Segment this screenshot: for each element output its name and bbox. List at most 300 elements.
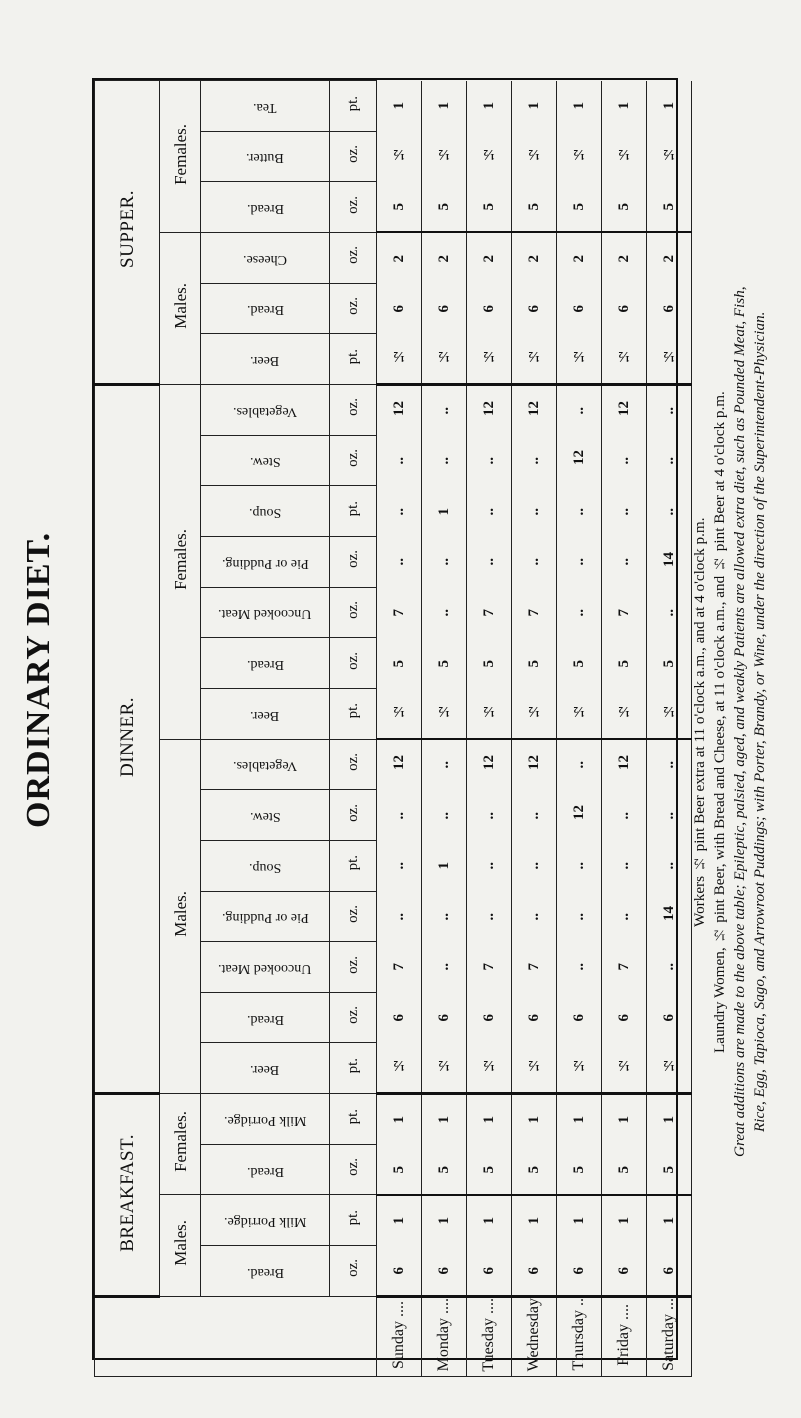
value-cell: [647, 1043, 692, 1094]
value-label: ..: [390, 912, 407, 921]
value-label: ..: [525, 912, 542, 921]
value-label: ..: [435, 558, 452, 566]
value-label: ..: [525, 456, 542, 465]
value-cell: [422, 81, 467, 132]
value-cell: [467, 232, 512, 283]
value-label: 6: [615, 304, 632, 313]
value-cell: [647, 131, 692, 182]
value-cell: [602, 1144, 647, 1195]
corner-cell: [95, 1296, 377, 1377]
value-label: 6: [525, 1266, 542, 1275]
value-cell: [602, 232, 647, 283]
value-label: ..: [525, 862, 542, 870]
value-cell: [422, 131, 467, 182]
unit-cell: [330, 790, 377, 841]
value-label: ..: [435, 456, 452, 465]
value-label: ½: [660, 145, 677, 162]
value-label: ..: [615, 456, 632, 465]
value-cell: [647, 942, 692, 993]
value-label: 6: [435, 304, 452, 313]
unit-cell: [330, 384, 377, 435]
value-cell: [377, 486, 422, 537]
meal-header: [95, 81, 160, 385]
value-label: 6: [570, 304, 587, 313]
column-name-label: Tea.: [253, 99, 277, 115]
value-label: ½: [525, 347, 542, 364]
value-cell: [422, 790, 467, 841]
value-cell: [557, 1246, 602, 1297]
value-cell: [557, 1195, 602, 1246]
value-cell: [557, 435, 602, 486]
unit-cell: [330, 688, 377, 739]
value-cell: [512, 587, 557, 638]
value-label: ..: [615, 507, 632, 516]
value-cell: [602, 891, 647, 942]
table-row: [95, 384, 692, 435]
value-cell: [512, 840, 557, 891]
value-cell: [647, 739, 692, 790]
value-label: ..: [480, 507, 497, 516]
day-header: [647, 1296, 692, 1377]
value-cell: [557, 1043, 602, 1094]
value-label: 6: [570, 1014, 587, 1022]
unit-label: oz.: [344, 550, 361, 569]
unit-label: pt.: [344, 855, 361, 871]
value-label: 6: [660, 1266, 677, 1275]
page-title: ORDINARY DIET.: [20, 531, 57, 829]
column-name: [201, 587, 330, 638]
sex-header: [160, 384, 201, 739]
value-cell: [557, 334, 602, 385]
unit-cell: [330, 1043, 377, 1094]
value-label: ..: [435, 811, 452, 820]
value-cell: [377, 232, 422, 283]
value-cell: [422, 992, 467, 1043]
unit-label: oz.: [344, 803, 361, 822]
unit-cell: [330, 232, 377, 283]
column-name: [201, 790, 330, 841]
footer-line-laundry: Laundry Women, ½ pint Beer, with Bread and Cheese, at 11 o'clock a.m., and ½ pint Beer at 4 o'clock p.m.: [711, 391, 728, 1053]
column-name-label: Pie or Pudding.: [221, 910, 309, 926]
value-cell: [467, 891, 512, 942]
value-label: ..: [525, 558, 542, 566]
unit-cell: [330, 283, 377, 334]
value-cell: [602, 739, 647, 790]
value-label: 1: [435, 507, 452, 516]
value-cell: [422, 334, 467, 385]
value-label: 1: [660, 102, 677, 110]
value-cell: [602, 283, 647, 334]
value-cell: [512, 992, 557, 1043]
day-label: Thursday ..: [570, 1298, 587, 1371]
value-label: 6: [615, 1014, 632, 1022]
unit-cell: [330, 486, 377, 537]
column-name: [201, 486, 330, 537]
value-label: 7: [480, 963, 497, 971]
value-cell: [557, 81, 602, 132]
value-cell: [647, 1246, 692, 1297]
sex-label: Females.: [170, 123, 190, 185]
sex-label: Males.: [170, 283, 190, 329]
value-cell: [377, 536, 422, 587]
value-label: 1: [525, 102, 542, 110]
column-name-label: Pie or Pudding.: [221, 555, 309, 571]
value-label: ..: [660, 862, 677, 870]
value-cell: [467, 435, 512, 486]
value-cell: [467, 486, 512, 537]
unit-cell: [330, 1144, 377, 1195]
sex-label: Females.: [170, 1111, 190, 1173]
value-label: 1: [660, 1116, 677, 1124]
column-name: [201, 1195, 330, 1246]
value-cell: [422, 942, 467, 993]
value-cell: [647, 688, 692, 739]
value-label: ..: [525, 507, 542, 516]
sex-label: Females.: [170, 528, 190, 590]
value-cell: [557, 384, 602, 435]
column-name: [201, 891, 330, 942]
unit-label: oz.: [344, 195, 361, 214]
value-cell: [467, 1094, 512, 1145]
value-label: 7: [615, 963, 632, 971]
value-cell: [377, 942, 422, 993]
value-cell: [647, 1195, 692, 1246]
value-cell: [512, 1144, 557, 1195]
day-header: [602, 1296, 647, 1377]
footer-line-puddings: Rice, Egg, Tapioca, Sago, and Arrowroot Puddings; with Porter, Brandy, or Wine, under the direction of the Superintendent-Physician.: [751, 311, 768, 1133]
value-label: 6: [615, 1266, 632, 1275]
value-label: 6: [525, 304, 542, 313]
value-cell: [377, 81, 422, 132]
value-label: 1: [615, 1116, 632, 1124]
value-label: ..: [390, 811, 407, 820]
value-cell: [602, 942, 647, 993]
value-label: ½: [525, 1057, 542, 1074]
value-label: 5: [525, 1165, 542, 1174]
value-label: ..: [660, 407, 677, 415]
value-label: ½: [570, 347, 587, 364]
value-label: ½: [615, 347, 632, 364]
value-label: 1: [525, 1116, 542, 1124]
value-cell: [557, 283, 602, 334]
value-label: 6: [390, 304, 407, 313]
value-cell: [467, 1246, 512, 1297]
value-cell: [602, 1195, 647, 1246]
value-label: ½: [570, 1057, 587, 1074]
value-label: 1: [570, 1217, 587, 1225]
unit-label: oz.: [344, 1006, 361, 1025]
value-label: 5: [390, 659, 407, 668]
value-cell: [422, 232, 467, 283]
value-label: 2: [615, 254, 632, 263]
value-cell: [467, 81, 512, 132]
value-cell: [467, 587, 512, 638]
column-name: [201, 1144, 330, 1195]
value-cell: [512, 942, 557, 993]
value-cell: [377, 283, 422, 334]
unit-cell: [330, 587, 377, 638]
value-cell: [647, 334, 692, 385]
column-name-label: Bread.: [246, 1163, 284, 1179]
value-cell: [512, 435, 557, 486]
value-cell: [647, 486, 692, 537]
value-cell: [557, 942, 602, 993]
column-name-label: Bread.: [246, 1011, 284, 1027]
value-label: 5: [390, 203, 407, 211]
value-label: ..: [570, 608, 587, 617]
value-cell: [512, 131, 557, 182]
value-cell: [422, 891, 467, 942]
value-label: 12: [480, 400, 497, 416]
value-label: 14: [660, 906, 677, 922]
value-label: ½: [480, 347, 497, 364]
value-label: 1: [480, 1217, 497, 1225]
value-cell: [602, 384, 647, 435]
value-cell: [557, 688, 602, 739]
value-label: ½: [435, 1057, 452, 1074]
value-label: 1: [480, 1116, 497, 1124]
unit-label: oz.: [344, 1158, 361, 1177]
value-cell: [557, 1144, 602, 1195]
value-label: ..: [480, 456, 497, 465]
table-row: [95, 81, 692, 132]
unit-label: oz.: [344, 955, 361, 974]
value-label: ..: [615, 862, 632, 870]
value-cell: [512, 790, 557, 841]
value-label: 5: [660, 659, 677, 668]
table-row: [95, 1195, 692, 1246]
value-label: ..: [615, 811, 632, 820]
column-name-label: Stew.: [249, 809, 281, 825]
value-label: ..: [390, 507, 407, 516]
value-cell: [467, 182, 512, 233]
value-cell: [377, 1246, 422, 1297]
value-cell: [377, 1094, 422, 1145]
value-label: ..: [390, 862, 407, 870]
value-cell: [647, 1094, 692, 1145]
unit-cell: [330, 182, 377, 233]
value-label: ..: [660, 963, 677, 971]
value-label: ..: [435, 608, 452, 617]
value-cell: [422, 587, 467, 638]
column-name-label: Vegetables.: [232, 758, 298, 774]
value-cell: [512, 486, 557, 537]
column-name-label: Bread.: [246, 302, 284, 318]
value-cell: [467, 638, 512, 689]
sex-header: [160, 232, 201, 384]
value-cell: [377, 840, 422, 891]
meal-label: DINNER.: [116, 696, 138, 777]
column-name-label: Beer.: [250, 353, 280, 369]
meal-header: [95, 384, 160, 1093]
value-label: 5: [435, 1165, 452, 1174]
sex-header: [160, 1195, 201, 1296]
value-label: 1: [615, 1217, 632, 1225]
value-cell: [422, 1195, 467, 1246]
value-label: 1: [435, 102, 452, 110]
value-label: 5: [435, 659, 452, 668]
day-label: Sunday ....: [390, 1300, 407, 1369]
column-name-label: Cheese.: [243, 251, 287, 267]
unit-label: oz.: [344, 1259, 361, 1278]
value-label: 5: [435, 203, 452, 211]
unit-label: pt.: [344, 1108, 361, 1125]
value-cell: [467, 536, 512, 587]
day-header: [512, 1296, 557, 1377]
diet-table: [92, 78, 678, 1372]
footer-line-additions: Great additions are made to the above table; Epileptic, palsied, aged, and weakly Patients are allowed extra diet, such as Pounded Meat, Fish,: [731, 286, 748, 1158]
value-label: 7: [390, 963, 407, 971]
value-label: ..: [480, 558, 497, 566]
value-cell: [512, 688, 557, 739]
value-label: 5: [615, 659, 632, 668]
column-name: [201, 942, 330, 993]
value-cell: [557, 1094, 602, 1145]
value-cell: [557, 638, 602, 689]
value-cell: [602, 992, 647, 1043]
value-label: 2: [435, 254, 452, 263]
value-label: ..: [480, 811, 497, 820]
value-cell: [467, 384, 512, 435]
value-label: 12: [390, 400, 407, 416]
value-label: 1: [390, 1116, 407, 1124]
value-cell: [422, 1246, 467, 1297]
value-label: 6: [390, 1014, 407, 1022]
value-cell: [377, 790, 422, 841]
value-cell: [467, 942, 512, 993]
value-label: 12: [570, 805, 587, 821]
value-cell: [422, 536, 467, 587]
value-label: 14: [660, 551, 677, 567]
value-cell: [602, 1094, 647, 1145]
unit-label: oz.: [344, 752, 361, 771]
unit-label: pt.: [344, 500, 361, 517]
value-label: 2: [390, 254, 407, 263]
value-cell: [602, 435, 647, 486]
column-name: [201, 81, 330, 132]
value-cell: [467, 131, 512, 182]
column-name: [201, 334, 330, 385]
value-cell: [512, 1246, 557, 1297]
value-label: ..: [435, 407, 452, 415]
value-cell: [647, 384, 692, 435]
column-name: [201, 283, 330, 334]
value-label: ½: [390, 702, 407, 719]
day-label: Friday ....: [615, 1303, 632, 1366]
day-header-row: [95, 1296, 692, 1377]
value-label: 5: [480, 1165, 497, 1174]
value-cell: [512, 638, 557, 689]
value-cell: [377, 384, 422, 435]
value-cell: [647, 283, 692, 334]
value-label: ..: [390, 558, 407, 566]
value-label: 5: [570, 1165, 587, 1174]
value-cell: [557, 182, 602, 233]
unit-label: pt.: [344, 1058, 361, 1074]
value-cell: [422, 840, 467, 891]
value-cell: [377, 891, 422, 942]
value-label: ..: [615, 558, 632, 566]
unit-cell: [330, 1246, 377, 1297]
unit-cell: [330, 81, 377, 132]
column-name-label: Bread.: [246, 201, 284, 217]
value-cell: [557, 232, 602, 283]
value-cell: [557, 486, 602, 537]
unit-cell: [330, 840, 377, 891]
day-label: Monday ....: [435, 1297, 452, 1372]
sex-header: [160, 739, 201, 1094]
value-label: 1: [435, 862, 452, 870]
value-label: ..: [570, 963, 587, 971]
value-cell: [557, 992, 602, 1043]
column-name: [201, 435, 330, 486]
value-cell: [422, 739, 467, 790]
value-label: 5: [480, 203, 497, 211]
value-cell: [602, 790, 647, 841]
value-cell: [467, 1043, 512, 1094]
day-label: Tuesday ....: [480, 1297, 497, 1372]
sex-label: Males.: [170, 890, 190, 937]
unit-cell: [330, 435, 377, 486]
value-cell: [557, 840, 602, 891]
value-cell: [377, 638, 422, 689]
column-name: [201, 131, 330, 182]
value-cell: [377, 334, 422, 385]
value-label: ..: [570, 407, 587, 415]
column-name: [201, 182, 330, 233]
value-label: 12: [525, 754, 542, 770]
unit-cell: [330, 739, 377, 790]
value-label: 1: [390, 1217, 407, 1225]
value-label: 5: [660, 1165, 677, 1174]
value-cell: [422, 638, 467, 689]
value-label: ½: [480, 1057, 497, 1074]
value-label: ½: [525, 702, 542, 719]
value-label: 6: [435, 1266, 452, 1275]
value-cell: [512, 232, 557, 283]
meal-label: SUPPER.: [116, 190, 138, 269]
unit-label: oz.: [344, 448, 361, 467]
value-label: ½: [615, 702, 632, 719]
value-label: 1: [615, 102, 632, 110]
value-label: ½: [570, 145, 587, 162]
value-cell: [512, 182, 557, 233]
value-cell: [512, 384, 557, 435]
value-label: 6: [480, 304, 497, 313]
value-cell: [602, 486, 647, 537]
value-label: ..: [660, 761, 677, 769]
column-name: [201, 1043, 330, 1094]
value-cell: [647, 638, 692, 689]
column-name: [201, 536, 330, 587]
value-label: 12: [615, 754, 632, 770]
unit-label: oz.: [344, 600, 361, 619]
column-name: [201, 840, 330, 891]
column-name: [201, 1094, 330, 1145]
value-cell: [647, 81, 692, 132]
column-name: [201, 739, 330, 790]
value-label: 6: [390, 1266, 407, 1275]
value-cell: [602, 688, 647, 739]
value-label: ..: [480, 912, 497, 921]
column-name: [201, 1246, 330, 1297]
column-name: [201, 688, 330, 739]
value-cell: [422, 182, 467, 233]
value-cell: [512, 283, 557, 334]
column-name: [201, 232, 330, 283]
value-label: 7: [525, 963, 542, 971]
unit-cell: [330, 942, 377, 993]
